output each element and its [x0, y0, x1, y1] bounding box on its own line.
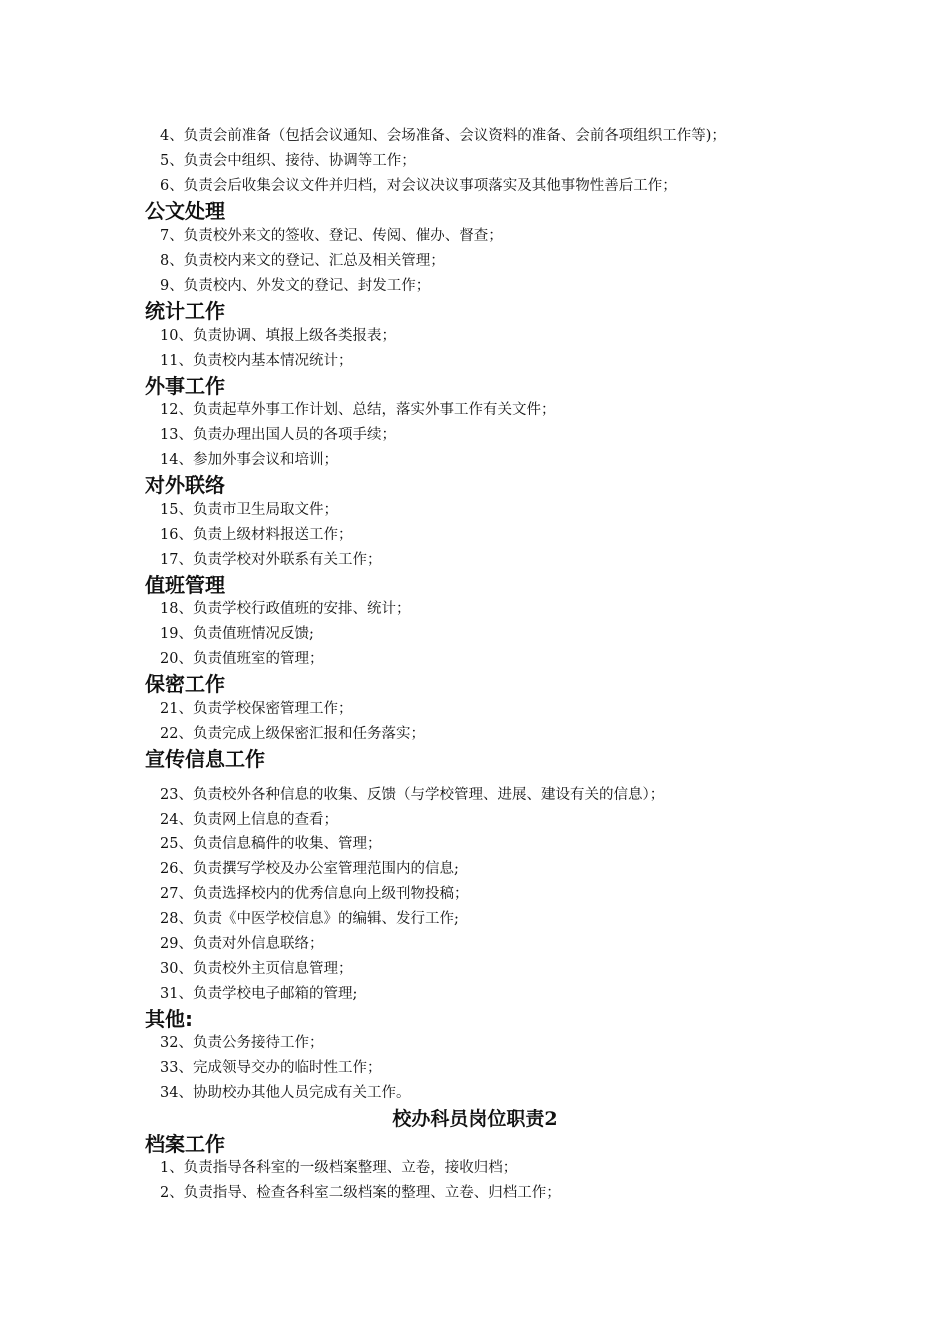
list-item: 25、负责信息稿件的收集、管理； — [160, 836, 382, 852]
section-heading: 对外联络 — [145, 473, 225, 497]
list-item: 17、负责学校对外联系有关工作； — [160, 552, 382, 568]
list-item: 2、负责指导、检查各科室二级档案的整理、立卷、归档工作； — [160, 1185, 561, 1201]
list-item: 4、负责会前准备（包括会议通知、会场准备、会议资料的准备、会前各项组织工作等)； — [160, 128, 726, 144]
list-item: 29、负责对外信息联络； — [160, 936, 324, 952]
list-item: 5、负责会中组织、接待、协调等工作； — [160, 153, 416, 169]
list-item: 11、负责校内基本情况统计； — [160, 353, 353, 369]
list-item: 26、负责撰写学校及办公室管理范围内的信息; — [160, 861, 459, 877]
list-item: 9、负责校内、外发文的登记、封发工作； — [160, 278, 431, 294]
section-heading: 值班管理 — [145, 573, 225, 597]
section-heading: 公文处理 — [145, 199, 225, 223]
list-item: 24、负责网上信息的查看； — [160, 812, 338, 828]
list-item: 1、负责指导各科室的一级档案整理、立卷，接收归档； — [160, 1160, 518, 1176]
list-item: 10、负责协调、填报上级各类报表； — [160, 328, 396, 344]
list-item: 21、负责学校保密管理工作； — [160, 701, 353, 717]
section-heading: 宣传信息工作 — [145, 747, 265, 771]
list-item: 16、负责上级材料报送工作； — [160, 527, 353, 543]
section-heading: 外事工作 — [145, 374, 225, 398]
list-item: 23、负责校外各种信息的收集、反馈（与学校管理、进展、建设有关的信息）； — [160, 787, 665, 803]
list-item: 13、负责办理出国人员的各项手续； — [160, 427, 396, 443]
section-heading: 保密工作 — [145, 672, 225, 696]
list-item: 18、负责学校行政值班的安排、统计； — [160, 601, 411, 617]
list-item: 19、负责值班情况反馈; — [160, 626, 314, 642]
list-item: 15、负责市卫生局取文件； — [160, 502, 338, 518]
section-heading: 档案工作 — [145, 1132, 225, 1156]
section-heading: 统计工作 — [145, 299, 225, 323]
list-item: 32、负责公务接待工作； — [160, 1035, 324, 1051]
list-item: 34、协助校办其他人员完成有关工作。 — [160, 1085, 411, 1101]
list-item: 30、负责校外主页信息管理； — [160, 961, 353, 977]
list-item: 31、负责学校电子邮箱的管理; — [160, 986, 358, 1002]
list-item: 22、负责完成上级保密汇报和任务落实； — [160, 726, 425, 742]
document-title: 校办科员岗位职责2 — [392, 1108, 558, 1130]
list-item: 33、完成领导交办的临时性工作； — [160, 1060, 382, 1076]
list-item: 27、负责选择校内的优秀信息向上级刊物投稿； — [160, 886, 469, 902]
list-item: 12、负责起草外事工作计划、总结，落实外事工作有关文件； — [160, 402, 556, 418]
list-item: 8、负责校内来文的登记、汇总及相关管理； — [160, 253, 445, 269]
section-heading: 其他: — [145, 1007, 193, 1031]
list-item: 28、负责《中医学校信息》的编辑、发行工作; — [160, 911, 459, 927]
list-item: 20、负责值班室的管理； — [160, 651, 324, 667]
list-item: 7、负责校外来文的签收、登记、传阅、催办、督查； — [160, 228, 503, 244]
list-item: 14、参加外事会议和培训； — [160, 452, 338, 468]
list-item: 6、负责会后收集会议文件并归档，对会议决议事项落实及其他事物性善后工作； — [160, 178, 677, 194]
